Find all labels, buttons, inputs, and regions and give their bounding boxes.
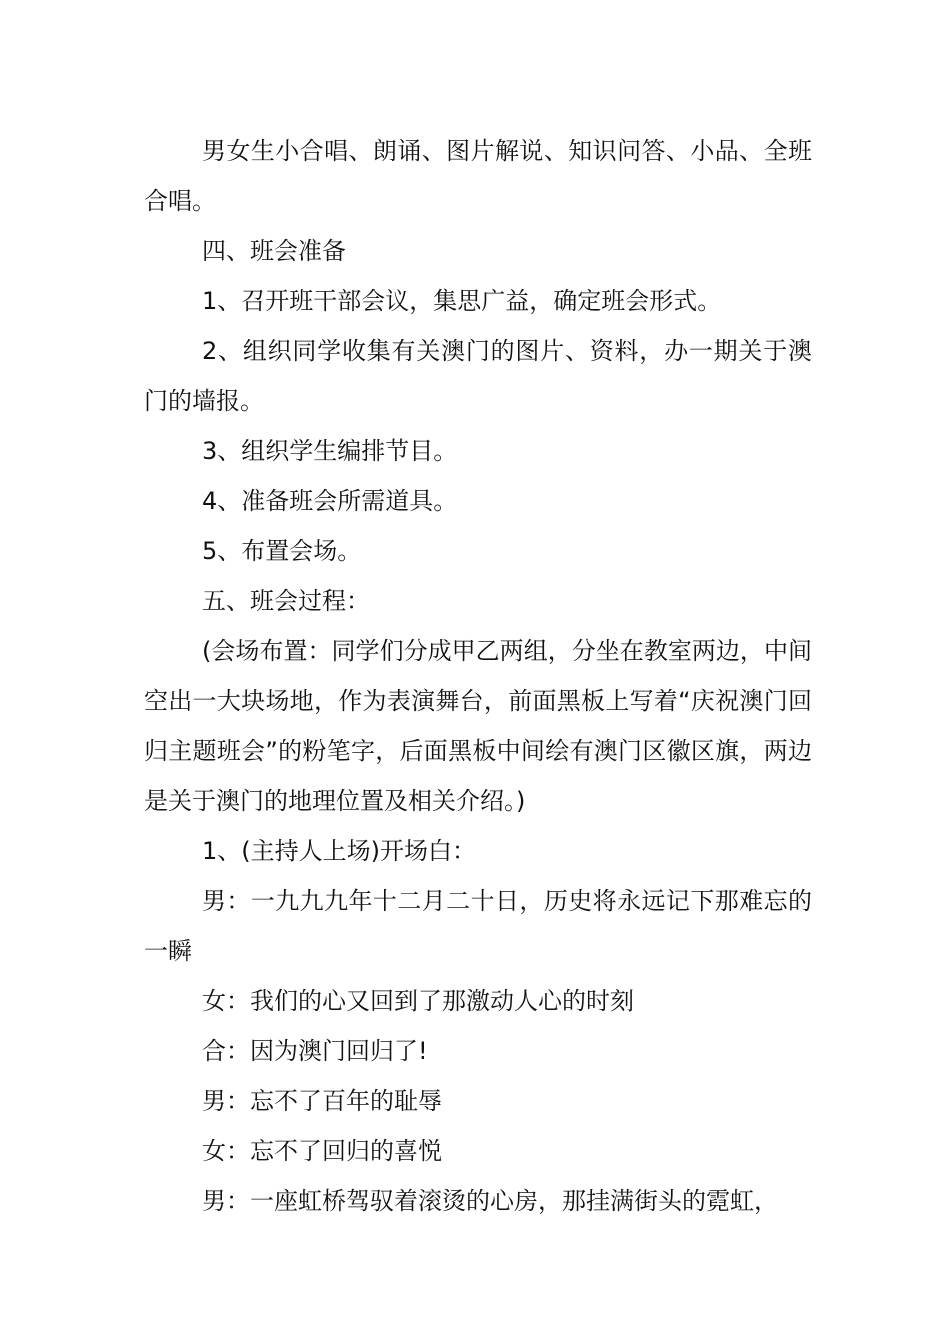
list-item-prep-4: 4、准备班会所需道具。	[202, 487, 458, 515]
heading-class-meeting-process: 五、班会过程：	[202, 587, 370, 615]
paragraph-program-list: 男女生小合唱、朗诵、图片解说、知识问答、小品、全班合唱。	[144, 137, 812, 215]
dialogue-line: 女：我们的心又回到了那激动人心的时刻	[202, 987, 634, 1015]
dialogue-line: 男：一座虹桥驾驭着滚烫的心房，那挂满街头的霓虹，	[202, 1187, 778, 1215]
dialogue-line: 女：忘不了回归的喜悦	[202, 1137, 442, 1165]
dialogue-line: 合：因为澳门回归了!	[202, 1037, 428, 1065]
dialogue-line: 男：一九九九年十二月二十日，历史将永远记下那难忘的一瞬	[144, 887, 812, 965]
list-item-prep-3: 3、组织学生编排节目。	[202, 437, 458, 465]
document-body	[144, 126, 812, 1226]
list-item-prep-1: 1、召开班干部会议，集思广益，确定班会形式。	[202, 287, 722, 315]
list-item-prep-5: 5、布置会场。	[202, 537, 362, 565]
dialogue-line: 男：忘不了百年的耻辱	[202, 1087, 442, 1115]
list-item-opening-remarks: 1、(主持人上场)开场白：	[202, 837, 476, 865]
list-item-prep-2: 2、组织同学收集有关澳门的图片、资料，办一期关于澳门的墙报。	[144, 337, 812, 415]
paragraph-venue-setup: (会场布置：同学们分成甲乙两组，分坐在教室两边，中间空出一大块场地，作为表演舞台，前面黑板上写着“庆祝澳门回归主题班会”的粉笔字，后面黑板中间绘有澳门区徽区旗，两边是关于澳门的地理位置及相关介绍。)	[144, 637, 812, 815]
heading-class-meeting-preparation: 四、班会准备	[202, 237, 346, 265]
